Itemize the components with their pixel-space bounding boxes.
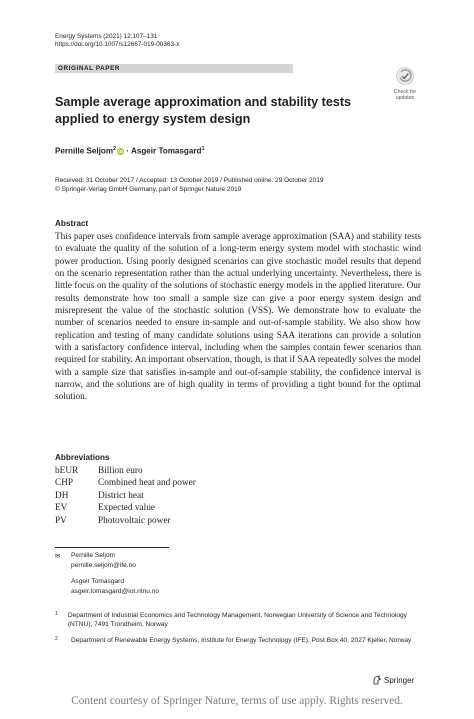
abbreviation-definition: Combined heat and power [98, 478, 196, 489]
abbreviation-row [55, 515, 196, 527]
footnote-divider [55, 547, 169, 548]
article-type-banner: ORIGINAL PAPER [55, 64, 293, 73]
abbreviation-term: DH [55, 490, 69, 501]
publisher-name: Springer [384, 675, 415, 685]
author-affiliation-marker: 1 [201, 146, 205, 152]
mail-icon: ✉ [55, 553, 61, 560]
springer-horse-icon [372, 675, 382, 685]
journal-citation: Energy Systems (2021) 12:107–131 [55, 33, 158, 40]
publication-dates: Received: 31 October 2017 / Accepted: 13 October 2019 / Published online: 29 October 2019 [55, 177, 324, 184]
affiliation-text: Department of Industrial Economics and Technology Management, Norwegian University of Science and Technology (NTNU), 7491 Trondheim, Norway [67, 612, 407, 629]
affiliation-number: 2 [55, 636, 58, 642]
journal-header [55, 33, 179, 50]
contact-email[interactable]: asgeir.tomasgard@iot.ntnu.no [71, 587, 160, 595]
abbreviation-definition: Photovoltaic power [98, 515, 171, 526]
copyright-notice: © Springer-Verlag GmbH Germany, part of Springer Nature 2019 [55, 186, 242, 193]
abbreviations-heading: Abbreviations [55, 453, 110, 462]
publisher-logo [372, 675, 414, 685]
doi-link[interactable]: https://doi.org/10.1007/s12667-019-00363-x [55, 41, 180, 49]
check-updates-label-line1: Check for [393, 89, 417, 95]
affiliation-text: Department of Renewable Energy Systems, Institute for Energy Technology (IFE), Post Box 40, 2027 Kjeller, Norway [71, 637, 412, 644]
abbreviation-definition: Billion euro [98, 466, 143, 476]
contact-name: Pernille Seljom [71, 552, 115, 559]
corresponding-contacts [55, 551, 159, 596]
affiliation-item [55, 611, 421, 629]
contact-name: Asgeir Tomasgard [71, 578, 125, 586]
author-name[interactable]: Asgeir Tomasgard [131, 146, 202, 156]
affiliation-number: 1 [55, 611, 58, 617]
affiliation-item [55, 636, 421, 645]
abbreviations-list [55, 465, 196, 527]
check-updates-label-line2: updates [395, 94, 415, 101]
abbreviation-term: bEUR [55, 466, 79, 476]
abbreviation-term: EV [55, 503, 68, 514]
article-history [55, 176, 323, 194]
abbreviation-row [55, 490, 196, 502]
abstract-heading: Abstract [55, 219, 89, 228]
abbreviation-row [55, 502, 196, 514]
abbreviation-row [55, 477, 196, 489]
author-list [55, 146, 205, 156]
contact-email[interactable]: pernille.seljom@ife.no [71, 562, 136, 570]
orcid-icon[interactable]: iD [118, 148, 123, 154]
abbreviation-term: PV [55, 515, 67, 526]
abbreviation-term: CHP [55, 478, 74, 489]
abstract-text: This paper uses confidence intervals from sample average approximation (SAA) and stability tests to evaluate the quality of the solution of a long-term energy system model with stochastic wind power production. Using poorly designed scenarios can give stochastic model results that depend on the scenario representation rather than the actual underlying uncertainty. Nevertheless, there is little focus on the quality of the solutions of stochastic energy models in the applied literature. Our results demonstrate how too small a sample size can give a poor energy system design and misrepresent the value of the stochastic solution (VSS). We demonstrate how to evaluate the number of scenarios needed to ensure in-sample and out-of-sample stability. We also show how replication and testing of many candidate solutions using SAA iterations can provide a solution with a satisfactory confidence interval, including when the samples contain fewer scenarios than required for stability. An important observation, though, is that if SAA repeatedly solves the model with a sample size that satisfies in-sample and out-of-sample stability, the confidence interval is narrow, and the solutions are of high quality in terms of providing a tight bound for the optimal solution. [55, 232, 421, 403]
abbreviation-definition: Expected value [98, 503, 156, 514]
author-separator: · [124, 146, 131, 156]
author-affiliation-marker: 2 [113, 146, 117, 152]
check-updates-icon [396, 67, 414, 85]
abbreviation-definition: District heat [98, 490, 144, 501]
copyright-watermark: Content courtesy of Springer Nature, terms of use apply. Rights reserved. [71, 695, 403, 707]
paper-title: Sample average approximation and stability tests applied to energy system design [55, 95, 352, 126]
author-name[interactable]: Pernille Seljom [55, 146, 114, 156]
abbreviation-row [55, 465, 196, 477]
